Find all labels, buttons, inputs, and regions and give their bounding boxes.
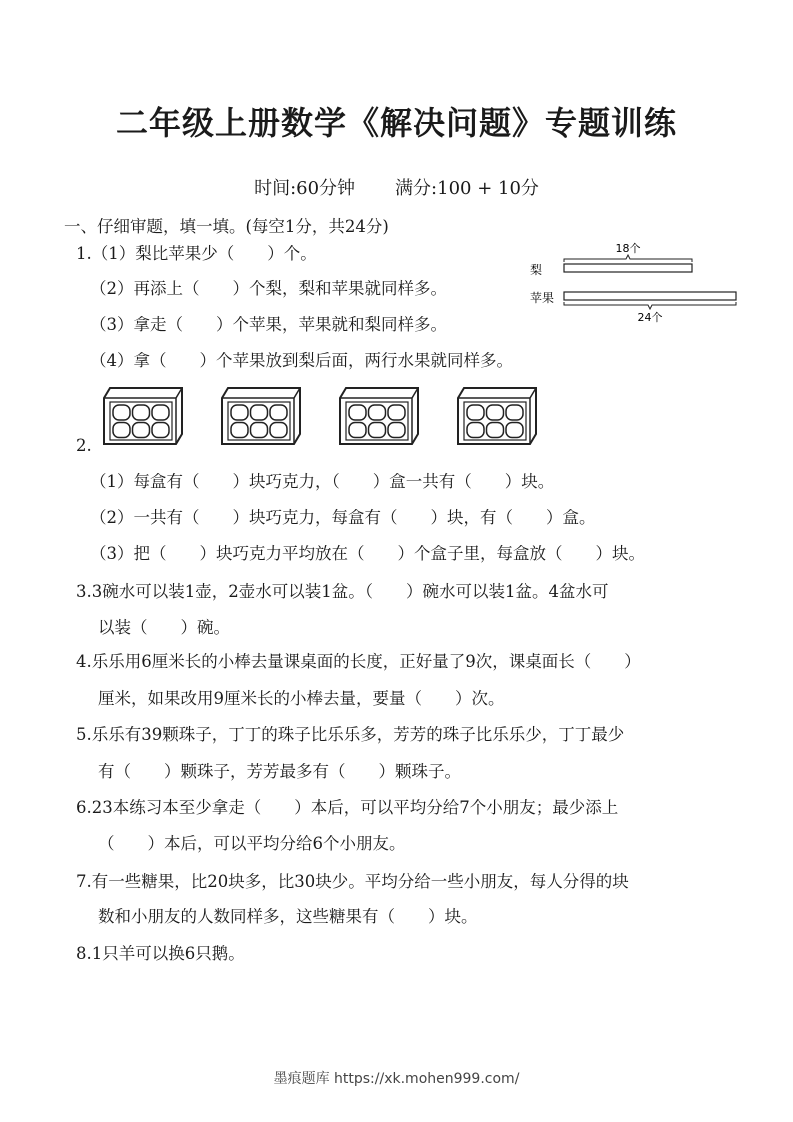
q1-line3: （3）拿走（ ）个苹果，苹果就和梨同样多。 (90, 315, 447, 334)
score-label: 满分:100 + 10分 (395, 178, 539, 199)
chocolate-box (222, 388, 300, 444)
apple-bar (564, 292, 736, 300)
chocolate-piece (152, 423, 169, 438)
q2-line1: （1）每盒有（ ）块巧克力，（ ）盒一共有（ ）块。 (90, 472, 555, 491)
q7-line2: 数和小朋友的人数同样多，这些糖果有（ ）块。 (98, 907, 478, 926)
chocolate-piece (506, 405, 523, 420)
chocolate-box (458, 388, 536, 444)
q4-line1: 4.乐乐用6厘米长的小棒去量课桌面的长度，正好量了9次，课桌面长（ ） (76, 652, 641, 671)
chocolate-piece (133, 405, 150, 420)
chocolate-piece (270, 423, 287, 438)
chocolate-piece (369, 423, 386, 438)
pear-brace (564, 255, 692, 262)
q7-line1: 7.有一些糖果，比20块多，比30块少。平均分给一些小朋友，每人分得的块 (76, 872, 629, 891)
chocolate-piece (113, 405, 130, 420)
chocolate-piece (251, 405, 268, 420)
q6-line1: 6.23本练习本至少拿走（ ）本后，可以平均分给7个小朋友；最少添上 (76, 798, 619, 817)
page-title: 二年级上册数学《解决问题》专题训练 (115, 104, 677, 142)
q8-line1: 8.1只羊可以换6只鹅。 (76, 944, 245, 963)
q3-line1: 3.3碗水可以装1壶，2壶水可以装1盆。（ ）碗水可以装1盆。4盆水可 (76, 582, 609, 601)
chocolate-box (340, 388, 418, 444)
chocolate-piece (349, 405, 366, 420)
chocolate-piece (467, 423, 484, 438)
q1-line1: 1.（1）梨比苹果少（ ）个。 (76, 244, 317, 263)
q5-line1: 5.乐乐有39颗珠子，丁丁的珠子比乐乐多，芳芳的珠子比乐乐少，丁丁最少 (76, 725, 625, 744)
chocolate-piece (152, 405, 169, 420)
section-heading: 一、仔细审题，填一填。(每空1分，共24分) (64, 217, 389, 236)
chocolate-piece (251, 423, 268, 438)
chocolate-piece (133, 423, 150, 438)
chocolate-piece (487, 423, 504, 438)
chocolate-piece (231, 405, 248, 420)
time-label: 时间:60分钟 (254, 178, 356, 199)
q6-line2: （ ）本后，可以平均分给6个小朋友。 (98, 834, 406, 853)
chocolate-piece (113, 423, 130, 438)
chocolate-piece (487, 405, 504, 420)
q2-line3: （3）把（ ）块巧克力平均放在（ ）个盒子里，每盒放（ ）块。 (90, 544, 645, 563)
q2-line2: （2）一共有（ ）块巧克力，每盒有（ ）块，有（ ）盒。 (90, 508, 596, 527)
q5-line2: 有（ ）颗珠子，芳芳最多有（ ）颗珠子。 (98, 762, 461, 781)
chocolate-piece (349, 423, 366, 438)
q1-line4: （4）拿（ ）个苹果放到梨后面，两行水果就同样多。 (90, 351, 513, 370)
chocolate-piece (231, 423, 248, 438)
q2-number: 2. (76, 436, 92, 455)
apple-count: 24个 (637, 311, 663, 324)
chocolate-boxes (100, 386, 560, 448)
chocolate-box (104, 388, 182, 444)
pear-bar (564, 264, 692, 272)
chocolate-piece (270, 405, 287, 420)
apple-brace (564, 302, 736, 309)
chocolate-piece (369, 405, 386, 420)
exam-info (0, 174, 793, 200)
fruit-bar-diagram (520, 240, 750, 330)
chocolate-piece (388, 423, 405, 438)
apple-label: 苹果 (530, 291, 555, 305)
chocolate-piece (506, 423, 523, 438)
footer-watermark: 墨痕题库 https://xk.mohen999.com/ (273, 1071, 520, 1087)
q1-line2: （2）再添上（ ）个梨，梨和苹果就同样多。 (90, 279, 447, 298)
pear-count: 18个 (615, 242, 641, 255)
chocolate-piece (467, 405, 484, 420)
chocolate-piece (388, 405, 405, 420)
q4-line2: 厘米，如果改用9厘米长的小棒去量，要量（ ）次。 (98, 689, 505, 708)
q3-line2: 以装（ ）碗。 (98, 618, 230, 637)
pear-label: 梨 (530, 263, 543, 277)
